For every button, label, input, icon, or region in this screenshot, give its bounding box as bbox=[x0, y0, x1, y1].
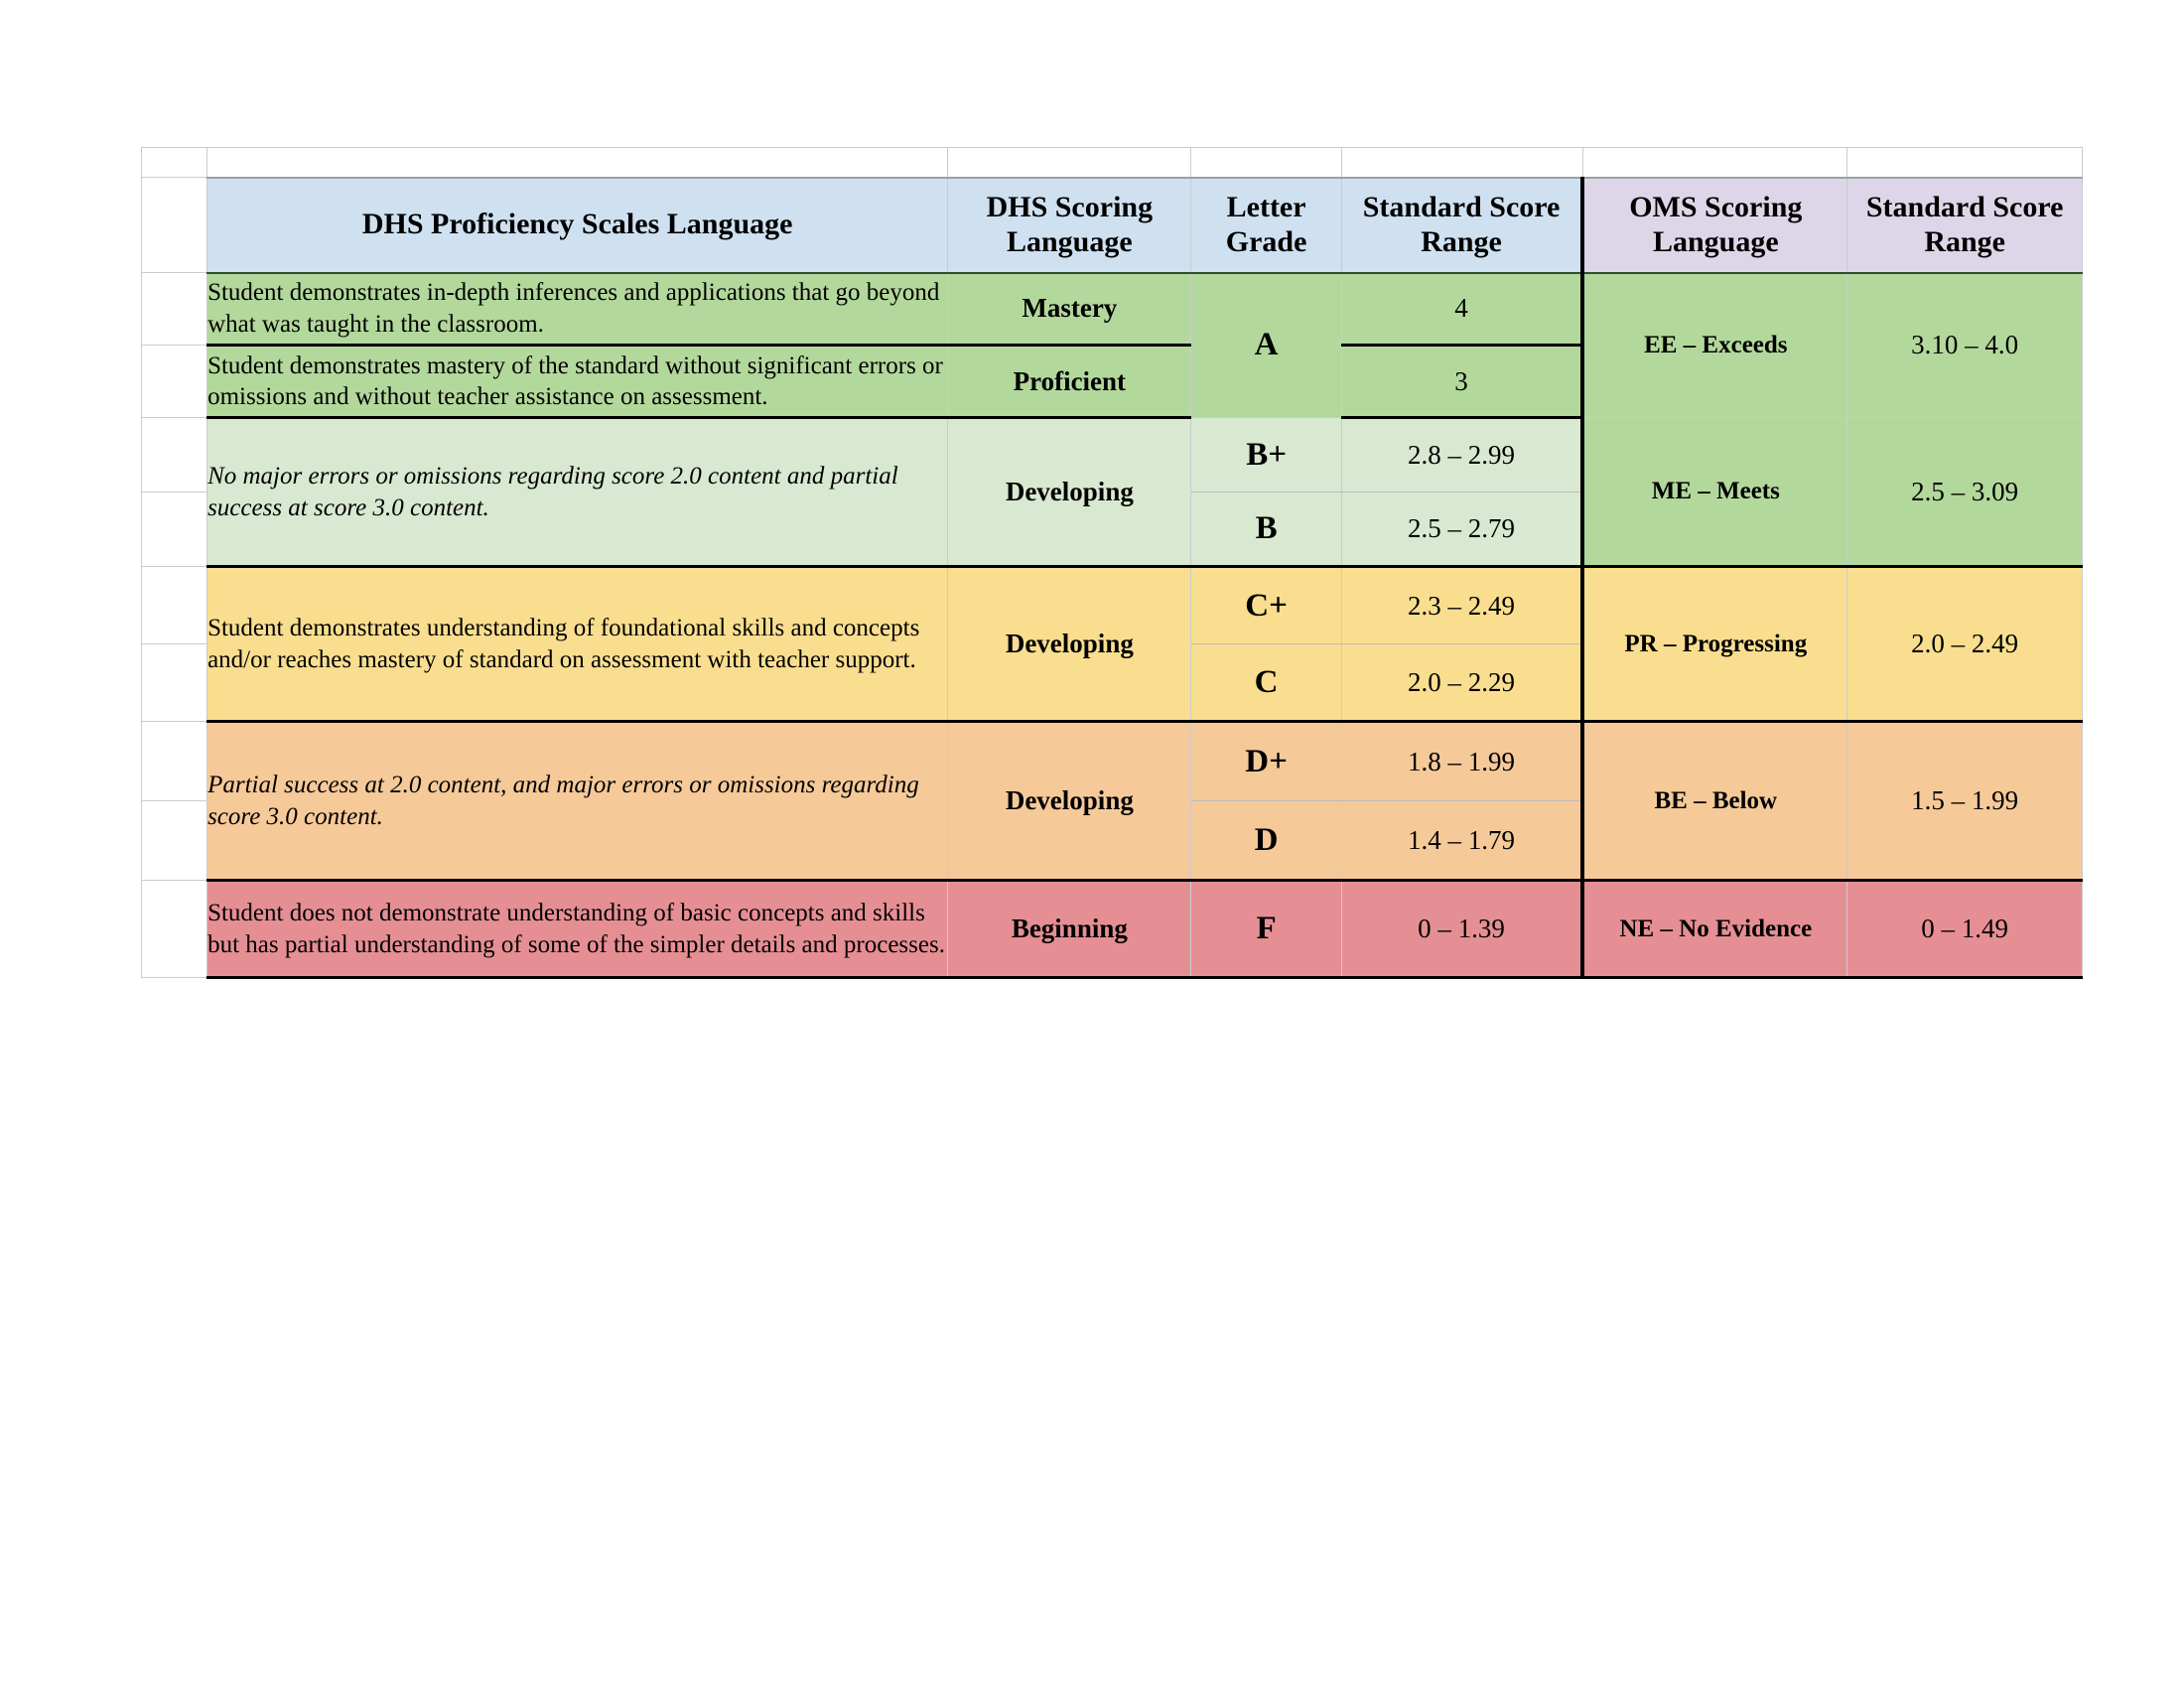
cell-letter-grade[interactable]: A bbox=[1191, 273, 1341, 418]
column-header-letter-grade[interactable]: Letter Grade bbox=[1191, 178, 1341, 273]
cell-oms-scoring[interactable]: EE – Exceeds bbox=[1582, 273, 1846, 418]
gutter-cell[interactable] bbox=[142, 644, 207, 722]
gutter-cell[interactable] bbox=[142, 722, 207, 801]
gutter-cell[interactable] bbox=[142, 567, 207, 644]
cell-oms-scoring[interactable]: NE – No Evidence bbox=[1582, 881, 1846, 978]
blank-cell[interactable] bbox=[1341, 148, 1582, 178]
cell-oms-score[interactable]: 0 – 1.49 bbox=[1847, 881, 2083, 978]
table-row bbox=[142, 722, 2083, 801]
cell-dhs-score[interactable]: 2.8 – 2.99 bbox=[1341, 418, 1582, 492]
blank-cell[interactable] bbox=[948, 148, 1191, 178]
gutter-cell[interactable] bbox=[142, 801, 207, 881]
blank-top-row bbox=[142, 148, 2083, 178]
cell-letter-grade[interactable]: F bbox=[1191, 881, 1341, 978]
table-row bbox=[142, 881, 2083, 978]
gutter-cell[interactable] bbox=[142, 148, 207, 178]
cell-oms-scoring[interactable]: PR – Progressing bbox=[1582, 567, 1846, 722]
cell-oms-scoring[interactable]: BE – Below bbox=[1582, 722, 1846, 881]
proficiency-scales-table bbox=[141, 147, 2083, 979]
cell-oms-score[interactable]: 2.0 – 2.49 bbox=[1847, 567, 2083, 722]
column-header-oms-score-range[interactable]: Standard Score Range bbox=[1847, 178, 2083, 273]
column-header-dhs-score-range[interactable]: Standard Score Range bbox=[1341, 178, 1582, 273]
cell-dhs-scoring[interactable]: Proficient bbox=[948, 346, 1191, 418]
blank-cell[interactable] bbox=[1191, 148, 1341, 178]
gutter-cell[interactable] bbox=[142, 178, 207, 273]
cell-description[interactable]: Partial success at 2.0 content, and major errors or omissions regarding score 3.0 content. bbox=[207, 722, 948, 881]
cell-dhs-score[interactable]: 1.4 – 1.79 bbox=[1341, 801, 1582, 881]
cell-dhs-score[interactable]: 1.8 – 1.99 bbox=[1341, 722, 1582, 801]
cell-letter-grade[interactable]: C bbox=[1191, 644, 1341, 722]
cell-dhs-scoring[interactable]: Beginning bbox=[948, 881, 1191, 978]
blank-cell[interactable] bbox=[207, 148, 948, 178]
column-header-dhs-scoring[interactable]: DHS Scoring Language bbox=[948, 178, 1191, 273]
cell-dhs-scoring[interactable]: Developing bbox=[948, 567, 1191, 722]
gutter-cell[interactable] bbox=[142, 346, 207, 418]
cell-dhs-scoring[interactable]: Developing bbox=[948, 418, 1191, 567]
table-row bbox=[142, 418, 2083, 492]
cell-dhs-score[interactable]: 4 bbox=[1341, 273, 1582, 346]
cell-description[interactable]: No major errors or omissions regarding score 2.0 content and partial success at score 3.0 content. bbox=[207, 418, 948, 567]
cell-dhs-scoring[interactable]: Mastery bbox=[948, 273, 1191, 346]
cell-letter-grade[interactable]: D bbox=[1191, 801, 1341, 881]
cell-dhs-scoring[interactable]: Developing bbox=[948, 722, 1191, 881]
blank-cell[interactable] bbox=[1582, 148, 1846, 178]
cell-letter-grade[interactable]: D+ bbox=[1191, 722, 1341, 801]
gutter-cell[interactable] bbox=[142, 492, 207, 567]
blank-cell[interactable] bbox=[1847, 148, 2083, 178]
cell-dhs-score[interactable]: 2.5 – 2.79 bbox=[1341, 492, 1582, 567]
cell-letter-grade[interactable]: C+ bbox=[1191, 567, 1341, 644]
cell-dhs-score[interactable]: 0 – 1.39 bbox=[1341, 881, 1582, 978]
table-row bbox=[142, 273, 2083, 346]
cell-description[interactable]: Student demonstrates in-depth inferences and applications that go beyond what was taught in the classroom. bbox=[207, 273, 948, 346]
cell-dhs-score[interactable]: 2.0 – 2.29 bbox=[1341, 644, 1582, 722]
cell-letter-grade[interactable]: B bbox=[1191, 492, 1341, 567]
column-header-oms-scoring[interactable]: OMS Scoring Language bbox=[1582, 178, 1846, 273]
gutter-cell[interactable] bbox=[142, 881, 207, 978]
column-header-dhs-language[interactable]: DHS Proficiency Scales Language bbox=[207, 178, 948, 273]
cell-description[interactable]: Student does not demonstrate understanding of basic concepts and skills but has partial understanding of some of the simpler details and processes. bbox=[207, 881, 948, 978]
cell-oms-scoring[interactable]: ME – Meets bbox=[1582, 418, 1846, 567]
gutter-cell[interactable] bbox=[142, 418, 207, 492]
cell-oms-score[interactable]: 2.5 – 3.09 bbox=[1847, 418, 2083, 567]
gutter-cell[interactable] bbox=[142, 273, 207, 346]
cell-dhs-score[interactable]: 2.3 – 2.49 bbox=[1341, 567, 1582, 644]
table-header-row bbox=[142, 178, 2083, 273]
cell-oms-score[interactable]: 3.10 – 4.0 bbox=[1847, 273, 2083, 418]
table-row bbox=[142, 567, 2083, 644]
cell-oms-score[interactable]: 1.5 – 1.99 bbox=[1847, 722, 2083, 881]
cell-dhs-score[interactable]: 3 bbox=[1341, 346, 1582, 418]
cell-description[interactable]: Student demonstrates understanding of foundational skills and concepts and/or reaches mastery of standard on assessment with teacher support. bbox=[207, 567, 948, 722]
cell-letter-grade[interactable]: B+ bbox=[1191, 418, 1341, 492]
cell-description[interactable]: Student demonstrates mastery of the standard without significant errors or omissions and without teacher assistance on assessment. bbox=[207, 346, 948, 418]
